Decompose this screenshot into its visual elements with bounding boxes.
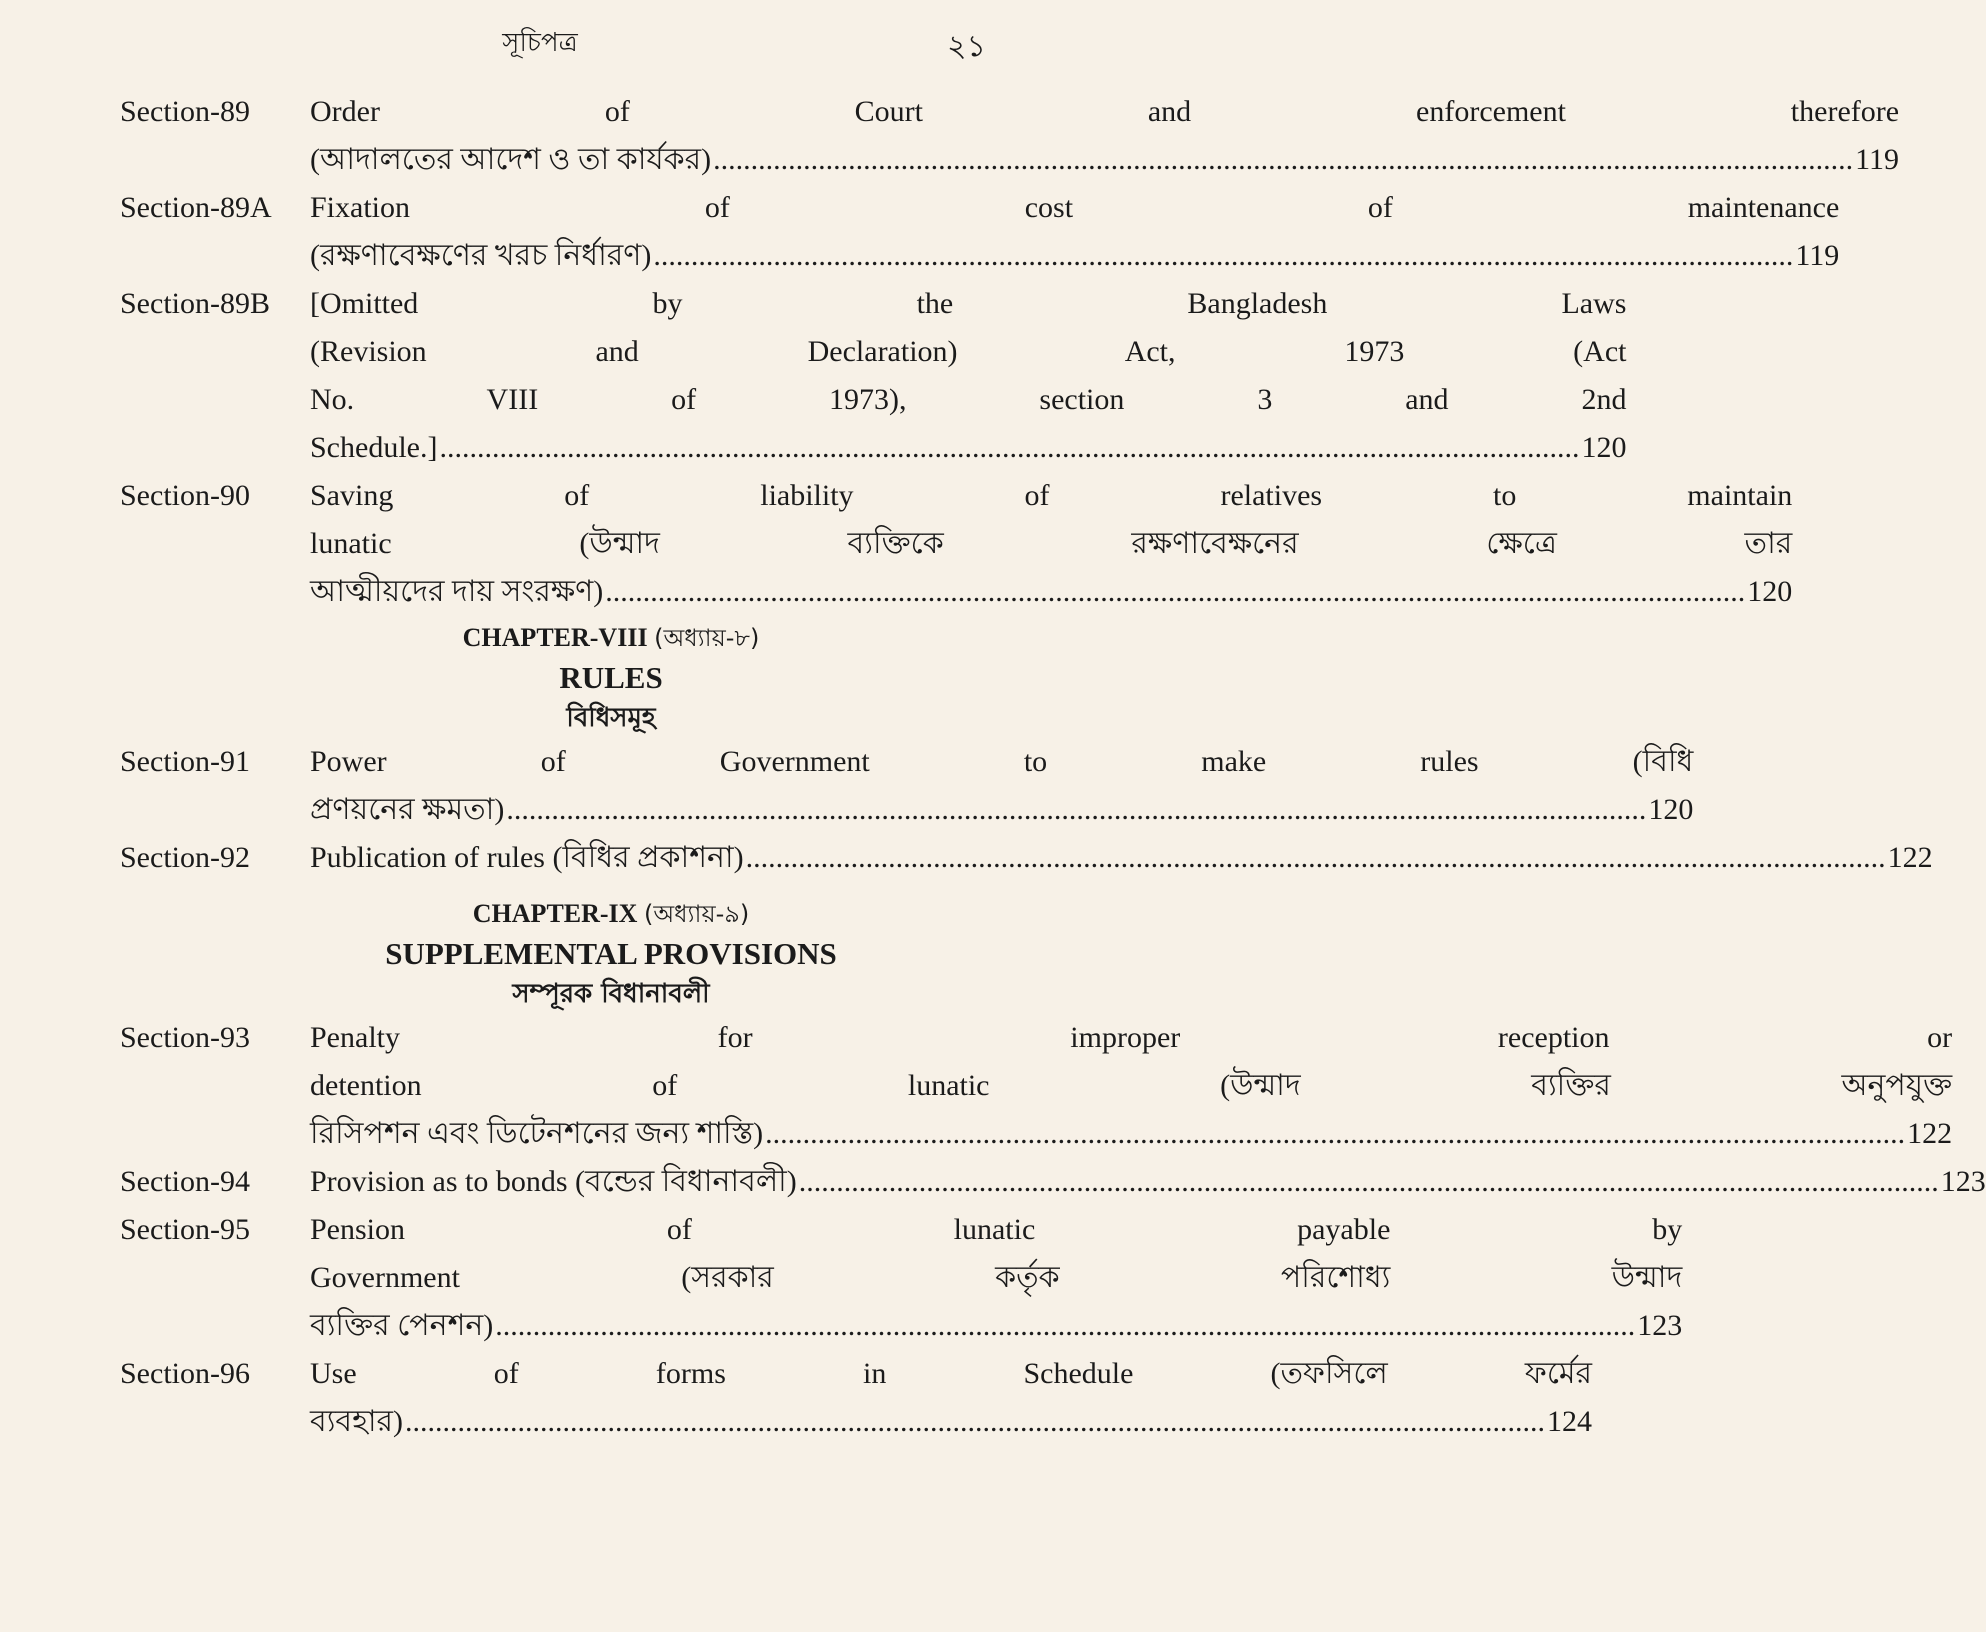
toc-group-chapter-7: [120, 88, 1900, 616]
section-number: Section-89B: [120, 287, 270, 320]
running-head: [0, 18, 1080, 64]
chapter-label-bn: (অধ্যায়-৮): [654, 624, 760, 652]
section-title-line: Pension of lunatic payable by: [310, 1213, 1683, 1246]
dot-leader: [746, 834, 1886, 882]
section-title-line: Penalty for improper reception or: [310, 1021, 1953, 1054]
chapter-label: CHAPTER-VIII: [462, 623, 648, 652]
toc-entry: [120, 1158, 1986, 1206]
section-title-line: প্রণয়নের ক্ষমতা): [310, 793, 505, 826]
dot-leader: [799, 1158, 1939, 1206]
toc-group-chapter-9: [120, 1014, 1986, 1446]
section-title: [310, 1350, 1592, 1446]
chapter-label: CHAPTER-IX: [472, 899, 638, 928]
section-title-line: Government (সরকার কর্তৃক পরিশোধ্য উন্মাদ: [310, 1261, 1683, 1294]
chapter-label-bn: (অধ্যায়-৯): [643, 900, 750, 928]
running-title: সূচিপত্র: [502, 28, 578, 58]
section-title: [310, 834, 1933, 882]
section-title: [310, 1158, 1986, 1206]
section-title-line: detention of lunatic (উন্মাদ ব্যক্তির অনুপযুক্ত: [310, 1069, 1953, 1102]
section-title: [310, 184, 1839, 280]
page-reference: 120: [1747, 575, 1793, 608]
chapter-title: RULES: [559, 660, 663, 695]
dot-leader: [405, 1398, 1545, 1446]
section-title: [310, 1206, 1682, 1350]
section-title: [310, 472, 1792, 616]
section-title-line: Publication of rules (বিধির প্রকাশনা): [310, 841, 744, 874]
section-number: Section-90: [120, 479, 250, 512]
page-reference: 123: [1637, 1309, 1683, 1342]
section-title: [310, 88, 1899, 184]
dot-leader: [765, 1110, 1905, 1158]
page-reference: 120: [1581, 431, 1627, 464]
chapter-title-bn: বিধিসমূহ: [566, 703, 656, 733]
page-reference: 120: [1648, 793, 1694, 826]
dot-leader: [713, 136, 1853, 184]
page-reference: 122: [1887, 841, 1933, 874]
toc-entry: [120, 1206, 1683, 1350]
section-number: Section-91: [120, 745, 250, 778]
section-title-line: ব্যবহার): [310, 1405, 404, 1438]
section-title: [310, 1014, 1952, 1158]
toc-content: [120, 88, 1986, 1446]
section-title-line: Use of forms in Schedule (তফসিলে ফর্মের: [310, 1357, 1593, 1390]
section-title-line: Order of Court and enforcement therefore: [310, 95, 1900, 128]
page-reference: 123: [1940, 1165, 1986, 1198]
chapter-title: SUPPLEMENTAL PROVISIONS: [385, 936, 837, 971]
toc-entry: [120, 834, 1933, 882]
section-number: Section-92: [120, 841, 250, 874]
dot-leader: [653, 232, 1793, 280]
section-title-line: (রক্ষণাবেক্ষণের খরচ নির্ধারণ): [310, 239, 652, 272]
toc-entry: [120, 1350, 1593, 1446]
page-reference: 124: [1547, 1405, 1593, 1438]
section-number: Section-94: [120, 1165, 250, 1198]
page-number: ২১: [947, 29, 986, 64]
section-title-line: [Omitted by the Bangladesh Laws: [310, 287, 1627, 320]
section-title-line: No. VIII of 1973), section 3 and 2nd: [310, 383, 1627, 416]
section-number: Section-96: [120, 1357, 250, 1390]
section-number: Section-89A: [120, 191, 272, 224]
section-title-line: Saving of liability of relatives to maintain: [310, 479, 1793, 512]
dot-leader: [495, 1302, 1635, 1350]
section-title-line: রিসিপশন এবং ডিটেনশনের জন্য শাস্তি): [310, 1117, 764, 1150]
dot-leader: [439, 424, 1579, 472]
section-title: [310, 738, 1693, 834]
section-title-line: (আদালতের আদেশ ও তা কার্যকর): [310, 143, 712, 176]
toc-entry: [120, 88, 1900, 184]
toc-entry: [120, 738, 1694, 834]
section-title-line: (Revision and Declaration) Act, 1973 (Act: [310, 335, 1627, 368]
chapter-heading-9: [240, 894, 982, 1014]
page-reference: 122: [1907, 1117, 1953, 1150]
section-title-line: Fixation of cost of maintenance: [310, 191, 1840, 224]
toc-entry: [120, 184, 1840, 280]
section-number: Section-93: [120, 1021, 250, 1054]
section-title-line: Power of Government to make rules (বিধি: [310, 745, 1694, 778]
section-title-line: ব্যক্তির পেনশন): [310, 1309, 494, 1342]
dot-leader: [605, 568, 1745, 616]
dot-leader: [506, 786, 1646, 834]
section-title: [310, 280, 1626, 472]
toc-entry: [120, 1014, 1953, 1158]
section-number: Section-95: [120, 1213, 250, 1246]
section-title-line: lunatic (উন্মাদ ব্যক্তিকে রক্ষণাবেক্ষনের ক্ষেত্রে তার: [310, 527, 1793, 560]
toc-entry: [120, 280, 1627, 472]
page-reference: 119: [1855, 143, 1900, 176]
section-number: Section-89: [120, 95, 250, 128]
toc-entry: [120, 472, 1793, 616]
section-title-line: আত্মীয়দের দায় সংরক্ষণ): [310, 575, 604, 608]
toc-group-chapter-8: [120, 738, 1933, 882]
page-reference: 119: [1795, 239, 1840, 272]
chapter-title-bn: সম্পূরক বিধানাবলী: [512, 979, 710, 1009]
chapter-heading-8: [240, 618, 982, 738]
section-title-line: Provision as to bonds (বন্ডের বিধানাবলী): [310, 1165, 797, 1198]
section-title-line: Schedule.]: [310, 431, 438, 464]
